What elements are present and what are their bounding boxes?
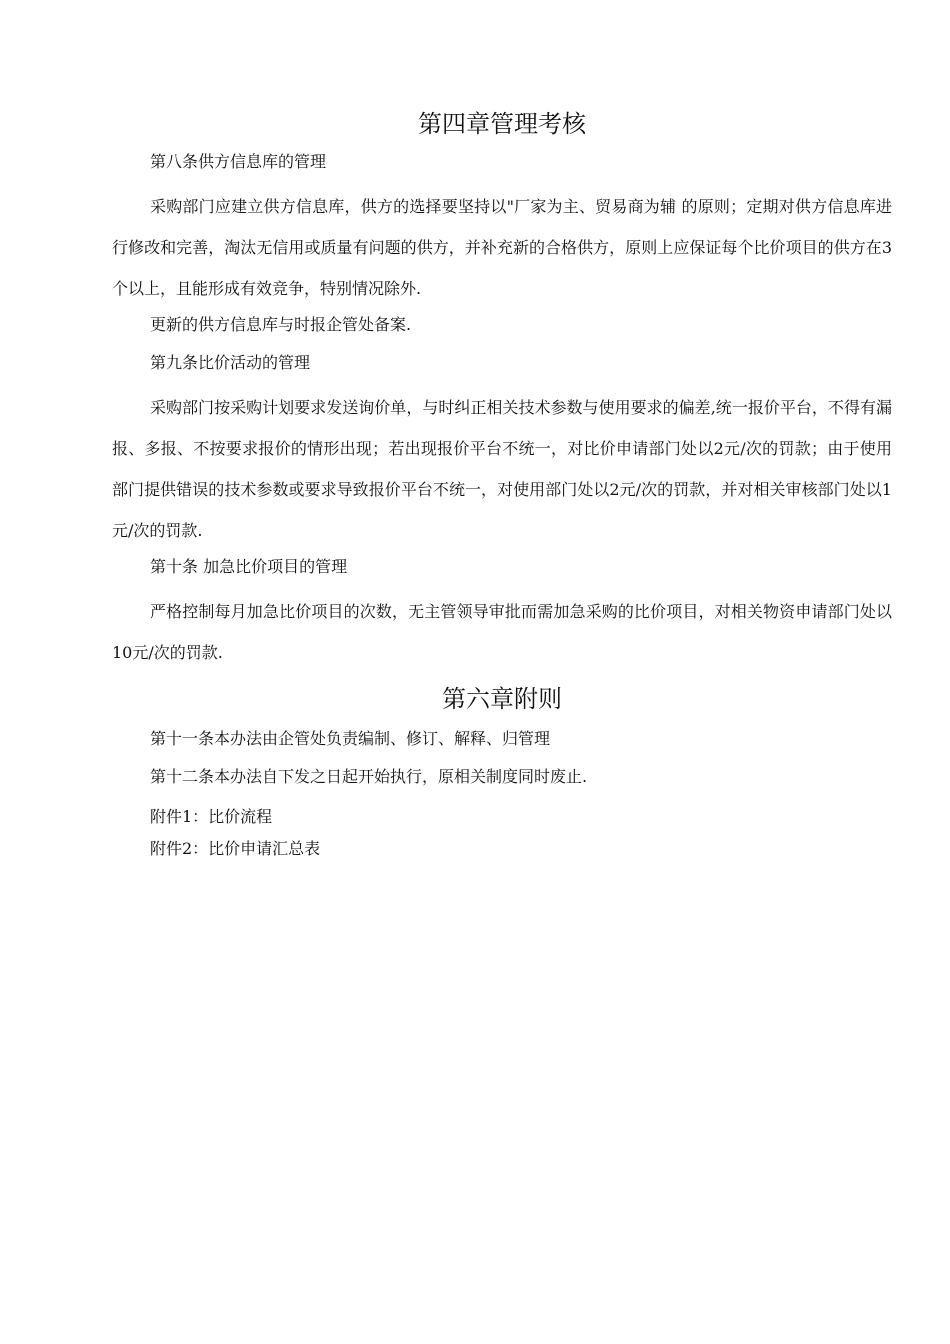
article-9-heading: 第九条比价活动的管理 xyxy=(150,353,311,372)
article-8-paragraph-1: 采购部门应建立供方信息库，供方的选择要坚持以"厂家为主、贸易商为辅 的原则；定期对供方信息库进行修改和完善，淘汰无信用或质量有问题的供方，并补充新的合格供方，原则上应保证每个比价项目的供方在3个以上，且能形成有效竞争，特别情况除外. xyxy=(112,197,892,298)
document-page xyxy=(112,100,892,865)
article-10-heading: 第十条 加急比价项目的管理 xyxy=(150,557,348,576)
chapter-4-title: 第四章管理考核 xyxy=(418,110,586,138)
attachment-1: 附件1：比价流程 xyxy=(150,807,273,826)
attachment-2: 附件2：比价申请汇总表 xyxy=(150,839,321,858)
article-8-paragraph-2: 更新的供方信息库与时报企管处备案. xyxy=(150,315,412,334)
attachments-list xyxy=(112,801,892,865)
article-8-heading: 第八条供方信息库的管理 xyxy=(150,152,327,171)
article-11: 第十一条本办法由企管处负责编制、修订、解释、归管理 xyxy=(150,729,551,748)
chapter-6-title: 第六章附则 xyxy=(442,685,562,713)
article-9-paragraph-1: 采购部门按采购计划要求发送询价单，与时纠正相关技术参数与使用要求的偏差,统一报价平台，不得有漏报、多报、不按要求报价的情形出现；若出现报价平台不统一，对比价申请部门处以2元/次的罚款；由于使用部门提供错误的技术参数或要求导致报价平台不统一，对使用部门处以2元/次的罚款，并对相关审核部门处以1元/次的罚款. xyxy=(112,398,892,540)
article-12: 第十二条本办法自下发之日起开始执行，原相关制度同时废止. xyxy=(150,767,588,786)
article-10-paragraph-1: 严格控制每月加急比价项目的次数，无主管领导审批而需加急采购的比价项目，对相关物资申请部门处以10元/次的罚款. xyxy=(112,602,892,662)
